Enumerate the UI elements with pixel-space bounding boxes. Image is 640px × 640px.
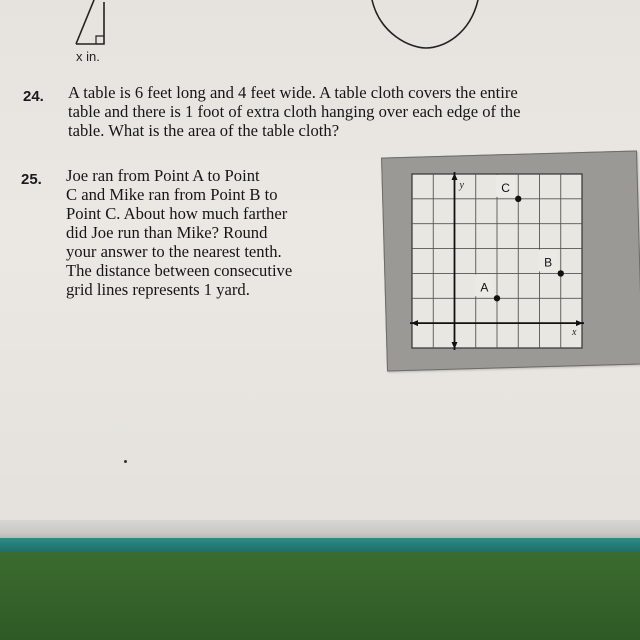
coordinate-grid	[408, 170, 586, 352]
point-b-label: B	[544, 255, 553, 270]
point-c-marker	[515, 196, 521, 202]
book-cover-edge	[0, 538, 640, 552]
problem-number: 25.	[21, 171, 42, 188]
problem-line: table. What is the area of the table cloth?	[68, 121, 340, 140]
problem-25-text	[66, 166, 292, 299]
triangle-base-label: x in.	[76, 49, 100, 64]
problem-line: Point C. About how much farther	[66, 204, 288, 223]
problem-line: grid lines represents 1 yard.	[66, 280, 250, 299]
problem-line: C and Mike ran from Point B to	[66, 185, 278, 204]
problem-line: your answer to the nearest tenth.	[66, 242, 282, 261]
problem-number: 24.	[23, 88, 44, 105]
problem-line: The distance between consecutive	[66, 261, 293, 280]
table-surface	[0, 552, 640, 640]
point-a-label: A	[480, 280, 489, 295]
problem-line: Joe ran from Point A to Point	[66, 166, 260, 185]
problem-line: table and there is 1 foot of extra cloth hanging over each edge of the	[68, 102, 521, 121]
point-a-marker	[494, 295, 500, 301]
problem-24-text	[68, 83, 520, 140]
y-axis-label: y	[459, 180, 464, 191]
stray-mark	[124, 460, 127, 463]
problem-line: did Joe run than Mike? Round	[66, 223, 268, 242]
x-axis-label: x	[572, 327, 577, 339]
point-b-marker	[558, 270, 564, 276]
problem-line: A table is 6 feet long and 4 feet wide. A table cloth covers the entire	[68, 83, 518, 102]
point-c-label: C	[501, 180, 510, 195]
right-triangle-figure	[70, 0, 106, 46]
circle-figure	[370, 0, 480, 50]
